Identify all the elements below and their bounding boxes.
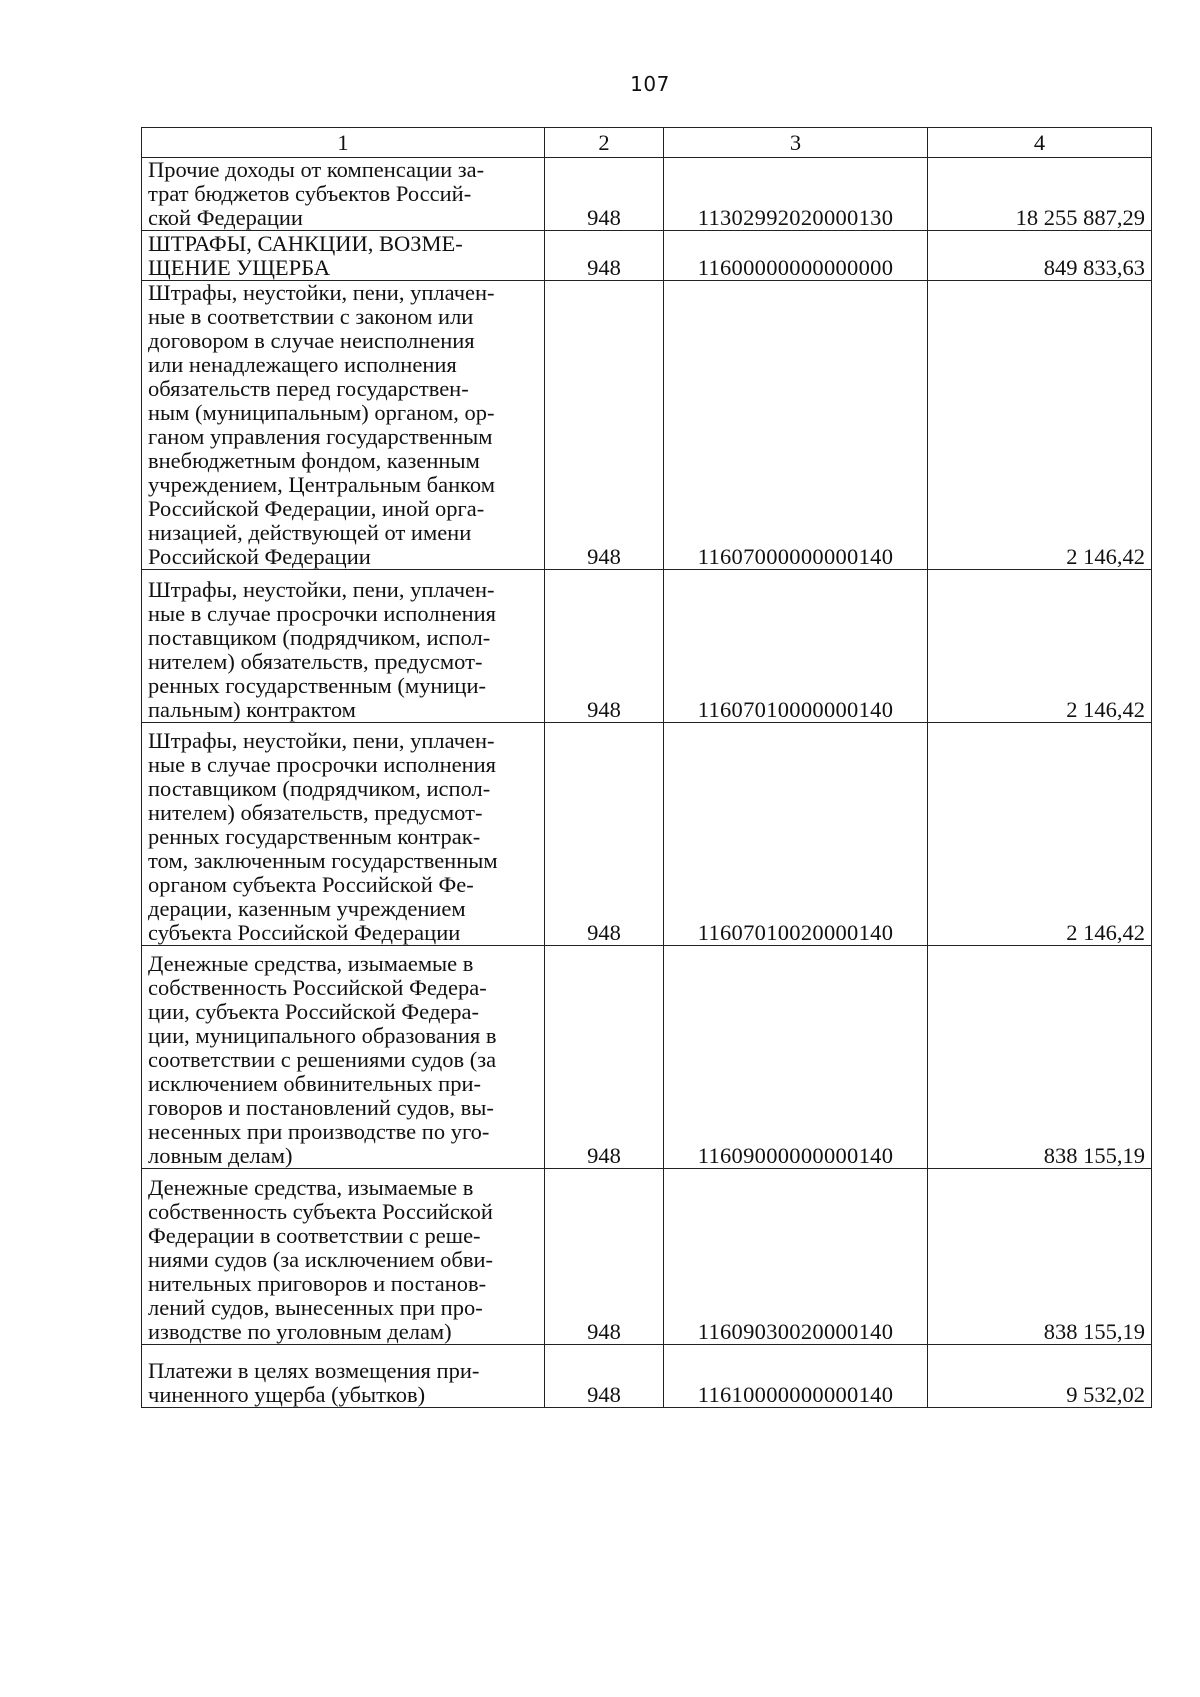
row-budget-code: 11610000000000140 — [664, 1345, 928, 1408]
table-row — [142, 1169, 1152, 1345]
column-header-admin: 2 — [545, 128, 664, 158]
row-amount: 2 146,42 — [928, 723, 1152, 946]
table-row — [142, 723, 1152, 946]
row-admin-code: 948 — [545, 231, 664, 281]
row-admin-code: 948 — [545, 281, 664, 570]
column-header-code: 3 — [664, 128, 928, 158]
table-row — [142, 158, 1152, 231]
row-name: Штрафы, неустойки, пени, уплачен- ные в случае просрочки исполнения поставщиком (подрядчиком, испол- нителем) обязательств, предусмот- ренных государственным контрак- том, заключенным государственным органом субъекта Российской Фе- дерации, казенным учреждением субъекта Российской Федерации — [142, 723, 545, 946]
row-amount: 9 532,02 — [928, 1345, 1152, 1408]
table-row — [142, 281, 1152, 570]
row-amount: 2 146,42 — [928, 570, 1152, 723]
row-name: Денежные средства, изымаемые в собственность Российской Федера- ции, субъекта Российской Федера- ции, муниципального образования в соответствии с решениями судов (за исключением обвинительных при- говоров и постановлений судов, вы- несенных при производстве по уго- ловным делам) — [142, 946, 545, 1169]
row-admin-code: 948 — [545, 158, 664, 231]
row-budget-code: 11607010000000140 — [664, 570, 928, 723]
row-amount: 838 155,19 — [928, 1169, 1152, 1345]
row-name: Платежи в целях возмещения при- чиненного ущерба (убытков) — [142, 1345, 545, 1408]
row-amount: 2 146,42 — [928, 281, 1152, 570]
row-name: Прочие доходы от компенсации за- трат бюджетов субъектов Россий- ской Федерации — [142, 158, 545, 231]
row-admin-code: 948 — [545, 1169, 664, 1345]
column-header-amount: 4 — [928, 128, 1152, 158]
row-budget-code: 11600000000000000 — [664, 231, 928, 281]
row-admin-code: 948 — [545, 1345, 664, 1408]
table-row — [142, 946, 1152, 1169]
row-name: Штрафы, неустойки, пени, уплачен- ные в случае просрочки исполнения поставщиком (подрядчиком, испол- нителем) обязательств, предусмот- ренных государственным (муници- пальным) контрактом — [142, 570, 545, 723]
row-amount: 838 155,19 — [928, 946, 1152, 1169]
table-row — [142, 1345, 1152, 1408]
row-budget-code: 11609000000000140 — [664, 946, 928, 1169]
row-amount: 18 255 887,29 — [928, 158, 1152, 231]
row-name: ШТРАФЫ, САНКЦИИ, ВОЗМЕ- ЩЕНИЕ УЩЕРБА — [142, 231, 545, 281]
table-header-row — [142, 128, 1152, 158]
table-row — [142, 231, 1152, 281]
revenue-table — [141, 127, 1152, 1408]
row-amount: 849 833,63 — [928, 231, 1152, 281]
table-row — [142, 570, 1152, 723]
row-budget-code: 11607010020000140 — [664, 723, 928, 946]
row-admin-code: 948 — [545, 570, 664, 723]
row-admin-code: 948 — [545, 723, 664, 946]
row-name: Штрафы, неустойки, пени, уплачен- ные в соответствии с законом или договором в случае неисполнения или ненадлежащего исполнения обязательств перед государствен- ным (муниципальным) органом, ор- ганом управления государственным внебюджетным фондом, казенным учреждением, Центральным банком Российской Федерации, иной орга- низацией, действующей от имени Российской Федерации — [142, 281, 545, 570]
row-admin-code: 948 — [545, 946, 664, 1169]
row-budget-code: 11302992020000130 — [664, 158, 928, 231]
column-header-name: 1 — [142, 128, 545, 158]
row-name: Денежные средства, изымаемые в собственность субъекта Российской Федерации в соответствии с реше- ниями судов (за исключением обви- нительных приговоров и постанов- лений судов, вынесенных при про- изводстве по уголовным делам) — [142, 1169, 545, 1345]
row-budget-code: 11607000000000140 — [664, 281, 928, 570]
page-number: 107 — [630, 72, 670, 96]
row-budget-code: 11609030020000140 — [664, 1169, 928, 1345]
